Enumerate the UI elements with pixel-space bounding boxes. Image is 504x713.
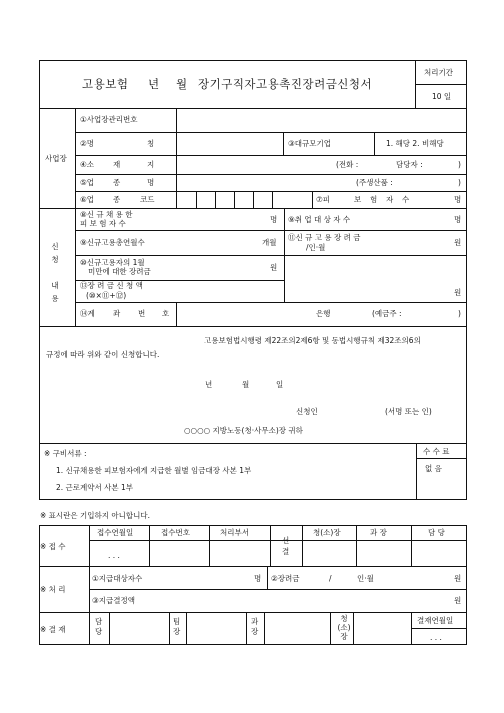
date-month: 월: [242, 380, 250, 389]
receipt-date-dots: . . .: [108, 551, 120, 560]
fee-value: 없 음: [425, 464, 442, 473]
new-hire-field[interactable]: [178, 210, 266, 228]
bank-field[interactable]: [178, 304, 308, 324]
insured-count-mid2: 험: [370, 195, 378, 204]
amount-formula: (⑩×⑪+⑫): [86, 291, 127, 300]
subsidy-slash: /: [329, 574, 332, 583]
account-label-mid2: 번: [138, 309, 146, 318]
amount-label: ⑬장 려 금 신 청 액: [80, 281, 143, 290]
approval-date-dots: . . .: [430, 633, 442, 642]
total-months-label: ⑨신규고용총연월수: [80, 238, 145, 247]
pay-total-unit: 원: [454, 596, 462, 605]
staff-header: 담 당: [428, 528, 445, 537]
depositor-label: (예금주 :: [372, 309, 402, 318]
declaration-line-2: 규정에 따라 위와 같이 신청합니다.: [46, 350, 160, 359]
section-head-header: 과 장: [370, 528, 387, 537]
documents-label: ※ 구비서류 :: [44, 449, 87, 458]
large-company-label: ③대규모기업: [288, 139, 331, 148]
eligible-label: ⑨취 업 대 상 자 수: [288, 215, 351, 224]
approval-chief: 청 (소) 장: [337, 614, 351, 641]
new-hire-label: ⑧신 규 채 용 한: [80, 210, 133, 219]
depositor-close-paren: ): [458, 309, 461, 318]
company-name-suffix: 칭: [147, 139, 155, 148]
signature-label[interactable]: (서명 또는 인): [385, 407, 432, 416]
account-label-mid: 좌: [113, 309, 121, 318]
industry-code-field[interactable]: [178, 193, 310, 207]
insured-count-mid: 보: [354, 195, 362, 204]
applicant-label: 신청인: [296, 407, 318, 416]
application-section-label: 신 청 내 용: [51, 242, 59, 303]
insured-count-unit: 명: [454, 195, 462, 204]
approval-section: 과 장: [251, 617, 259, 636]
dept-header: 처리부서: [220, 528, 249, 537]
subsidy-unit: 원: [454, 574, 462, 583]
main-product-label: (주생산품 :: [356, 178, 393, 187]
subsidy-per-month: 인·월: [357, 574, 374, 583]
industry-field[interactable]: [178, 176, 328, 190]
eligible-unit: 명: [454, 215, 462, 224]
insured-count-end: 자: [386, 195, 394, 204]
pay-total-label: ③지급결정액: [92, 596, 135, 605]
industry-label-mid: 종: [113, 178, 121, 187]
deadline-label: 처리기간: [424, 68, 453, 77]
bank-label: 은행: [316, 309, 331, 318]
documents-item-2: 2. 근로계약서 사본 1부: [56, 483, 134, 492]
account-label-end: 호: [162, 309, 170, 318]
chief-header: 청(소)장: [313, 528, 341, 537]
insured-count-end2: 수: [402, 195, 410, 204]
account-label: ⑭계: [80, 309, 95, 318]
receipt-no-header: 접수번호: [161, 528, 190, 537]
large-company-options[interactable]: 1. 해당 2. 비해당: [386, 139, 444, 148]
form-title-month: 월: [176, 77, 188, 91]
pay-count-unit: 명: [254, 574, 262, 583]
address-field[interactable]: [178, 157, 328, 173]
form-title-year: 년: [148, 77, 160, 91]
industry-code-label-mid: 종: [113, 195, 121, 204]
mgmt-no-label: ①사업장관리번호: [80, 115, 138, 124]
new-hire-label-2: 피 보 험 자 수: [80, 219, 126, 228]
process-label: ※ 처 리: [40, 585, 66, 594]
approval-team: 팀 장: [173, 617, 181, 636]
industry-label: ⑤업: [80, 178, 94, 187]
industry-label-end: 명: [147, 178, 155, 187]
form-title: 장기구직자고용촉진장려금신청서: [198, 77, 373, 91]
gyeol-label: 선: [282, 536, 290, 545]
office-note: ※ 표시란은 기입하지 아니합니다.: [40, 511, 151, 520]
approval-staff: 담 당: [95, 617, 103, 636]
receipt-date-header: 접수연월일: [97, 528, 134, 537]
phone-label: (전화 :: [336, 160, 359, 169]
date-year: 년: [205, 380, 213, 389]
company-name-field[interactable]: [178, 134, 281, 153]
approval-date-header: 결재연월일: [417, 616, 454, 625]
deadline-value: 10 일: [432, 92, 452, 101]
fee-label: 수 수 료: [423, 447, 450, 456]
monthly-unit: 원: [270, 263, 278, 272]
receipt-label: ※ 접 수: [40, 542, 66, 551]
total-months-field[interactable]: [178, 233, 258, 253]
subsidy-per-unit: 원: [454, 238, 462, 247]
amount-field[interactable]: [178, 282, 448, 300]
new-hire-unit: 명: [270, 215, 278, 224]
approval-label: ※ 결 재: [40, 625, 66, 634]
address-label-mid: 재: [113, 160, 121, 169]
subsidy-per-label: ⑪신 규 고 용 장 려 금: [288, 233, 361, 242]
monthly-field[interactable]: [178, 258, 266, 278]
insured-count-label: ⑦피: [316, 195, 330, 204]
pay-count-label: ①지급대상자수: [92, 574, 143, 583]
amount-unit: 원: [454, 288, 462, 297]
documents-item-1: 1. 신규채용한 피보험자에게 지급한 월별 임금대장 사본 1부: [56, 466, 252, 475]
form-title-prefix: 고용보험: [82, 77, 129, 91]
address-label-end: 지: [147, 160, 155, 169]
business-section-label: 사업장: [45, 154, 67, 163]
recipient-line: ○○○○ 지방노동(청·사무소)장 귀하: [184, 426, 303, 435]
subsidy-per-label-2: /인·월: [306, 243, 326, 252]
industry-code-label: ⑥업: [80, 195, 94, 204]
subsidy-label: ②장려금: [271, 574, 300, 583]
address-label: ④소: [80, 160, 94, 169]
date-day: 일: [276, 380, 284, 389]
contact-label: 담당자 :: [396, 160, 423, 169]
declaration-line-1: 고용보험법시행령 제22조의2제6항 및 동법시행규칙 제32조의6의: [204, 336, 421, 345]
monthly-label: ⑩신규고용자의 1월: [80, 258, 145, 267]
company-name-label: ②명: [80, 139, 94, 148]
industry-close-paren: ): [458, 178, 461, 187]
address-close-paren: ): [458, 160, 461, 169]
monthly-label-2: 미만에 대한 장려금: [88, 267, 151, 276]
industry-code-label-end: 코드: [140, 195, 155, 204]
jae-label: 결: [282, 547, 290, 556]
total-months-unit: 개월: [262, 238, 277, 247]
mgmt-no-field[interactable]: [178, 110, 465, 130]
